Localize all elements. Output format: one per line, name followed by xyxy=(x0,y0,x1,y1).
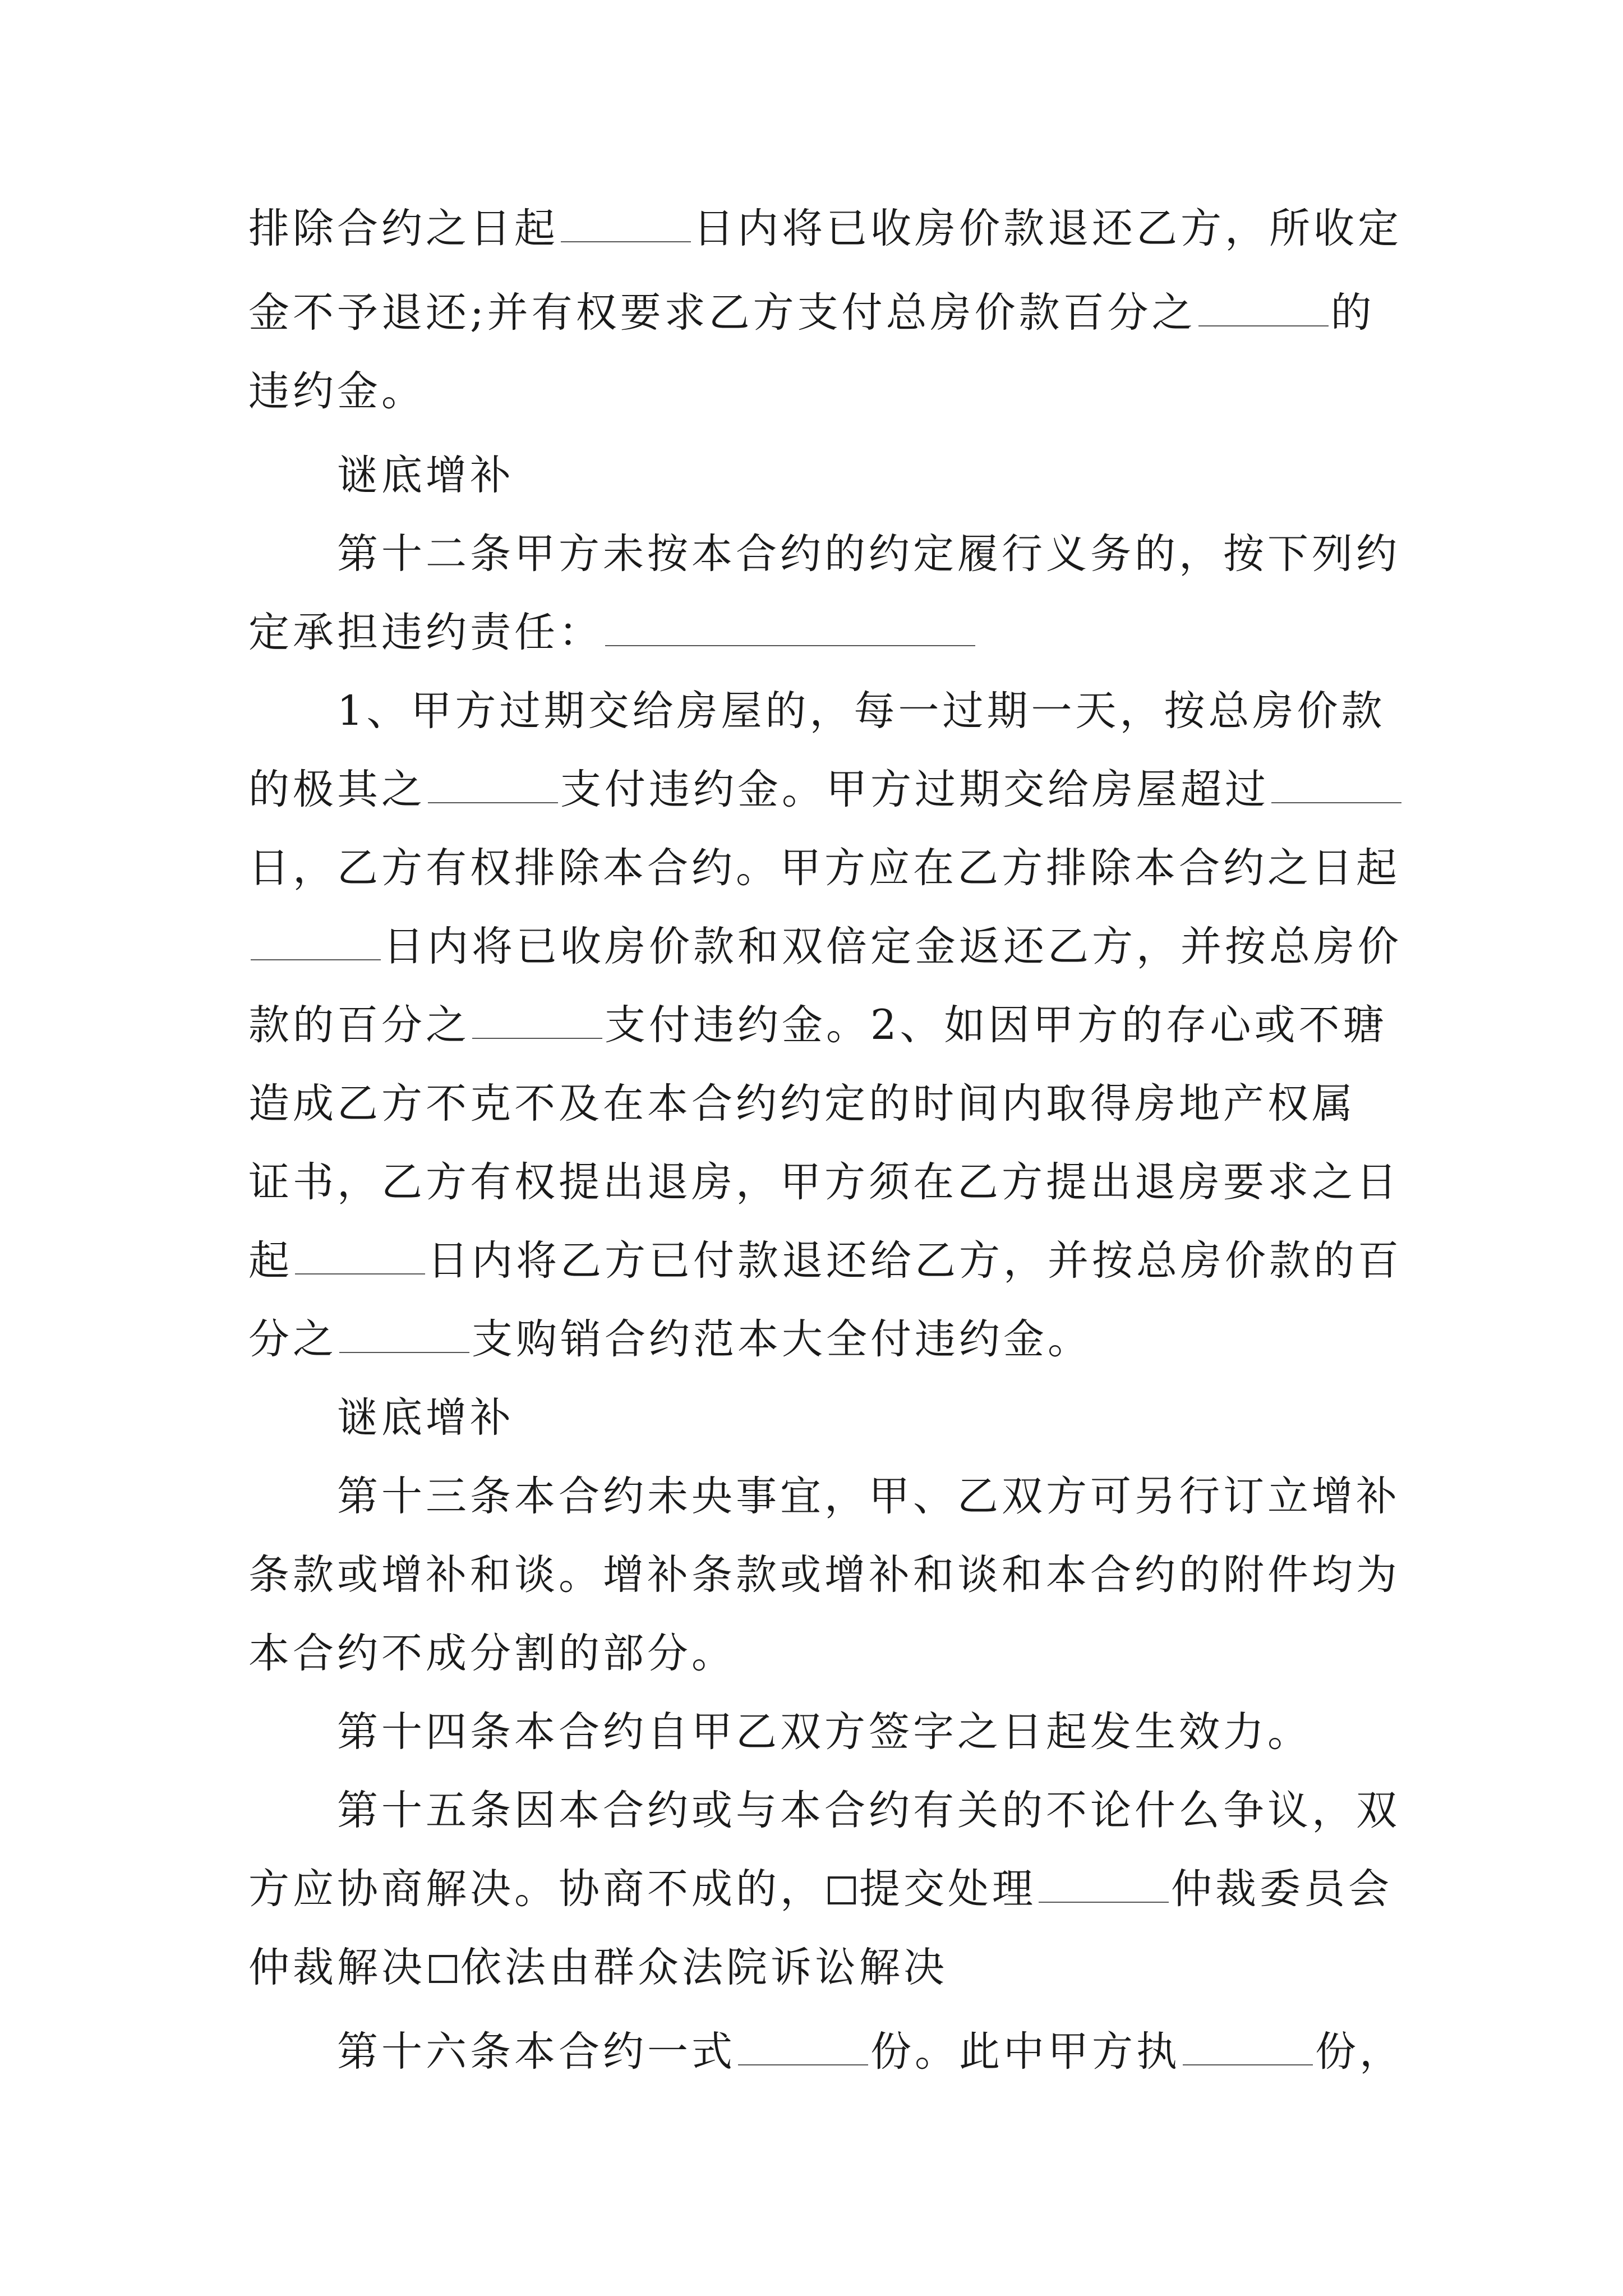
fill-blank[interactable] xyxy=(738,2027,868,2065)
text-line-3: 违约金。 xyxy=(248,367,426,415)
text-line-15: 分之 支购销合约范本大全付违约金。 xyxy=(248,1315,1092,1363)
article-12-title: 第十二条甲方未按本合约的约定履行义务的，按下列约 xyxy=(337,530,1400,578)
checkbox[interactable] xyxy=(429,1955,457,1983)
text-line-14: 起 日内将乙方已付款退还给乙方，并按总房价款的百 xyxy=(248,1237,1402,1285)
text-line-23: 仲裁解决 依法由群众法院诉讼解决 xyxy=(248,1944,948,1991)
text-line-1: 排除合约之日起 日内将已收房价款退还乙方，所收定 xyxy=(248,205,1402,252)
text-line-9: 日，乙方有权排除本合约。甲方应在乙方排除本合约之日起 xyxy=(248,844,1400,892)
text-line-22: 方应协商解决。协商不成的， 提交处理 仲裁委员会 xyxy=(248,1865,1393,1913)
fill-blank[interactable] xyxy=(1039,1865,1169,1903)
section-heading: 谜底增补 xyxy=(337,1394,514,1442)
fill-blank[interactable] xyxy=(1271,765,1401,803)
text-line-6: 定承担违约责任： xyxy=(248,602,1393,664)
article-14: 第十四条本合约自甲乙双方签字之日起发生效力。 xyxy=(337,1708,1312,1756)
fill-blank[interactable] xyxy=(295,1236,425,1274)
fill-blank[interactable] xyxy=(1183,2027,1313,2065)
fill-blank[interactable] xyxy=(1198,288,1329,326)
fill-blank[interactable] xyxy=(605,608,975,646)
text-line-11: 款的百分之 支付违约金。2、如因甲方的存心或不瑭 xyxy=(248,1001,1387,1049)
fill-blank[interactable] xyxy=(561,204,691,242)
text-line-18: 条款或增补和谈。增补条款或增补和谈和本合约的附件均为 xyxy=(248,1551,1400,1599)
article-13-title: 第十三条本合约未央事宜，甲、乙双方可另行订立增补 xyxy=(337,1473,1400,1520)
fill-blank[interactable] xyxy=(472,1001,602,1039)
checkbox[interactable] xyxy=(828,1876,856,1904)
text-line-12: 造成乙方不克不及在本合约约定的时间内取得房地产权属 xyxy=(248,1080,1356,1128)
article-15-title: 第十五条因本合约或与本合约有关的不论什么争议，双 xyxy=(337,1787,1400,1834)
text-line-10: 日内将已收房价款和双倍定金返还乙方，并按总房价 xyxy=(248,916,1393,978)
text-line-13: 证书，乙方有权提出退房，甲方须在乙方提出退房要求之日 xyxy=(248,1158,1400,1206)
text-line-8: 的极其之 支付违约金。甲方过期交给房屋超过 xyxy=(248,759,1393,821)
section-heading: 谜底增补 xyxy=(337,452,514,499)
text-line-19: 本合约不成分割的部分。 xyxy=(248,1630,736,1677)
text-line-7: 1、甲方过期交给房屋的，每一过期一天，按总房价款 xyxy=(337,687,1386,735)
fill-blank[interactable] xyxy=(428,765,558,803)
fill-blank[interactable] xyxy=(339,1315,469,1353)
article-16-title: 第十六条本合约一式 份。此中甲方执 份， xyxy=(337,2028,1404,2076)
text-line-2: 金不予退还;并有权要求乙方支付总房价款百分之 的 xyxy=(248,289,1375,337)
fill-blank[interactable] xyxy=(251,922,381,960)
